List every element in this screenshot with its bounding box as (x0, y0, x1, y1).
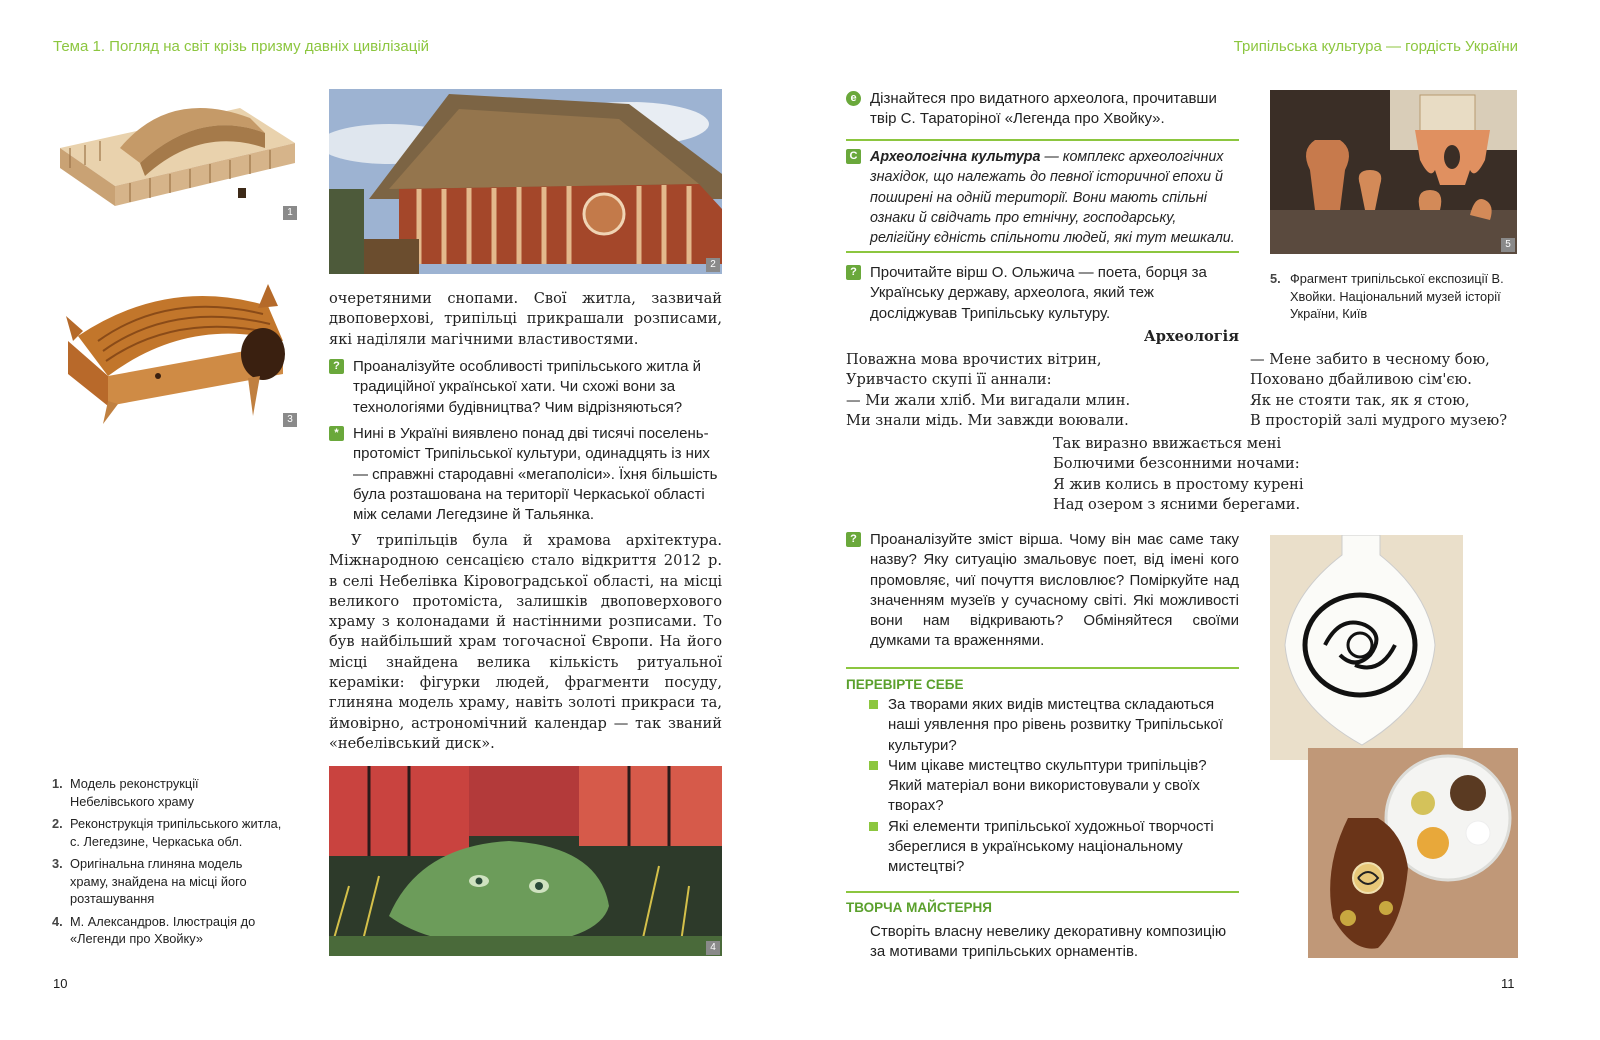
question-text-2: Прочитайте вірш О. Ольжича — поета, борця за Українську державу, археолога, який теж досліджував Трипільську культуру. (870, 264, 1207, 322)
poem-title: Археологія (1143, 328, 1239, 345)
creative-workshop-title: ТВОРЧА МАЙСТЕРНЯ (846, 900, 992, 915)
definition-term: Археологічна культура (870, 149, 1041, 165)
caption-5: 5. Фрагмент трипільської експозиції В. Хвойки. Національний музей історії України, Київ (1270, 271, 1504, 321)
page-number-right: 11 (1501, 976, 1515, 991)
read-block (846, 89, 1239, 130)
ornament-vessel-paper (1270, 535, 1463, 760)
figure-number-2: 2 (706, 258, 720, 272)
caption-1: 1. Модель реконструкції Небелівського храму (52, 776, 199, 809)
creative-workshop-text: Створіть власну невелику декоративну композицію за мотивами трипільських орнаментів. (870, 923, 1227, 961)
clay-temple-model-image (48, 266, 300, 426)
check-yourself-title: ПЕРЕВІРТЕ СЕБЕ (846, 677, 964, 692)
check-list (866, 695, 1239, 878)
figure-number-4: 4 (706, 941, 720, 955)
question-icon: ? (846, 532, 861, 547)
caption-2: 2. Реконструкція трипільського житла, с. Легедзине, Черкаська обл. (52, 816, 282, 849)
header-left: Тема 1. Погляд на світ крізь призму давніх цивілізацій (53, 38, 430, 55)
caption-3: 3. Оригінальна глиняна модель храму, знайдена на місці його розташування (52, 856, 247, 906)
khvoika-illustration (329, 766, 722, 956)
check-item-3: Які елементи трипільської художньої творчості збереглися в українському національному мистецтві? (866, 817, 1239, 878)
question-block-1 (329, 357, 722, 418)
poem-stanza-2: — Мене забито в чесному бою, Поховано дбайливою сім'єю. Як не стояти так, як я стою, В просторій залі мудрого музею? (1250, 351, 1508, 429)
left-paragraph-1: очеретяними снопами. Свої житла, зазвичай двоповерхові, трипільці прикрашали розписами, які наділяли магічними властивостями. (329, 290, 722, 348)
check-item-1: За творами яких видів мистецтва складаються наші уявлення про рівень розвитку Трипільської культури? (866, 695, 1239, 756)
figure-number-5: 5 (1501, 238, 1515, 252)
museum-exposition-photo (1270, 90, 1517, 254)
poem-stanza-1: Поважна мова врочистих вітрин, Уривчасто скупі її аннали: — Ми жали хліб. Ми вигадали млин. Ми знали мідь. Ми завжди воювали. (846, 351, 1131, 429)
read-text: Дізнайтеся про видатного археолога, прочитавши твір С. Тараторіної «Легенда про Хвойку». (870, 90, 1217, 128)
left-paragraph-2: У трипільців була й храмова архітектура. Міжнародною сенсацією стало відкриття 2012 р. в селі Небелівка Кіровоградської області, на місці великого протоміста, залишків двоповерхового храму з колонадами й настінними розписами. То був найбільший храм тогочасної Європи. На його місці знайдена велика кількість ритуальної кераміки: фігурки людей, фрагменти посуду, глиняна модель храму, навіть золоті прикраси та, ймовірно, астрономічний календар — так званий «небелівський диск». (329, 532, 722, 752)
question-text-3: Проаналізуйте зміст вірша. Чому він має саме таку назву? Яку ситуацію змальовує поет, від імені кого промовляє, чиї почуття висловлює? Поміркуйте над значенням музеїв у сучасному світі. Які можливості вони нам відкривають? Обміняйтеся своїми думками та враженнями. (870, 531, 1239, 650)
question-block-3 (846, 530, 1239, 652)
poem-stanza-3: Так виразно ввижається мені Болючими безсонними ночами: Я жив колись в простому курені Над озером з ясними берегами. (1053, 435, 1304, 513)
divider-4 (846, 891, 1239, 893)
figure-number-3: 3 (283, 413, 297, 427)
page-number-left: 10 (53, 976, 68, 991)
check-item-2: Чим цікаве мистецтво скульптури трипільців? Який матеріал вони використовували у своїх творах? (866, 756, 1239, 817)
caption-4: 4. М. Александров. Ілюстрація до «Легенди про Хвойку» (52, 913, 256, 946)
question-icon: ? (329, 359, 344, 374)
question-icon: ? (846, 265, 861, 280)
ornament-vessel-spices (1308, 748, 1518, 958)
divider-3 (846, 667, 1239, 669)
header-right: Трипільська культура — гордість України (1233, 38, 1518, 55)
e-icon: e (846, 91, 861, 106)
asterisk-icon: * (329, 426, 344, 441)
definition-block (846, 147, 1239, 248)
definition-text: — комплекс археологічних знахідок, що належать до певної історичної епохи й поширені на одній території. Вони мають спільні ознаки й свідчать про етнічну, господарську, релігійну єдність спільноти людей, які тут мешкали. (870, 149, 1235, 247)
figure-number-1: 1 (283, 206, 297, 220)
c-icon: C (846, 149, 861, 164)
fact-block (329, 424, 722, 525)
divider-1 (846, 139, 1239, 141)
left-captions (52, 775, 282, 953)
trypillia-dwelling-photo (329, 89, 722, 274)
fact-text: Нині в Україні виявлено понад дві тисячі поселень-протоміст Трипільської культури, одинадцять із них — справжні стародавні «мегаполіси». Їхня більшість була розташована на території Черкаської області між селами Легедзине й Тальянка. (353, 425, 718, 524)
question-block-2 (846, 263, 1239, 324)
temple-model-image (50, 88, 300, 218)
divider-2 (846, 251, 1239, 253)
question-text-1: Проаналізуйте особливості трипільського житла й традиційної української хати. Чи схожі вони за технологіями будівництва? Чим відрізняються? (353, 358, 701, 416)
